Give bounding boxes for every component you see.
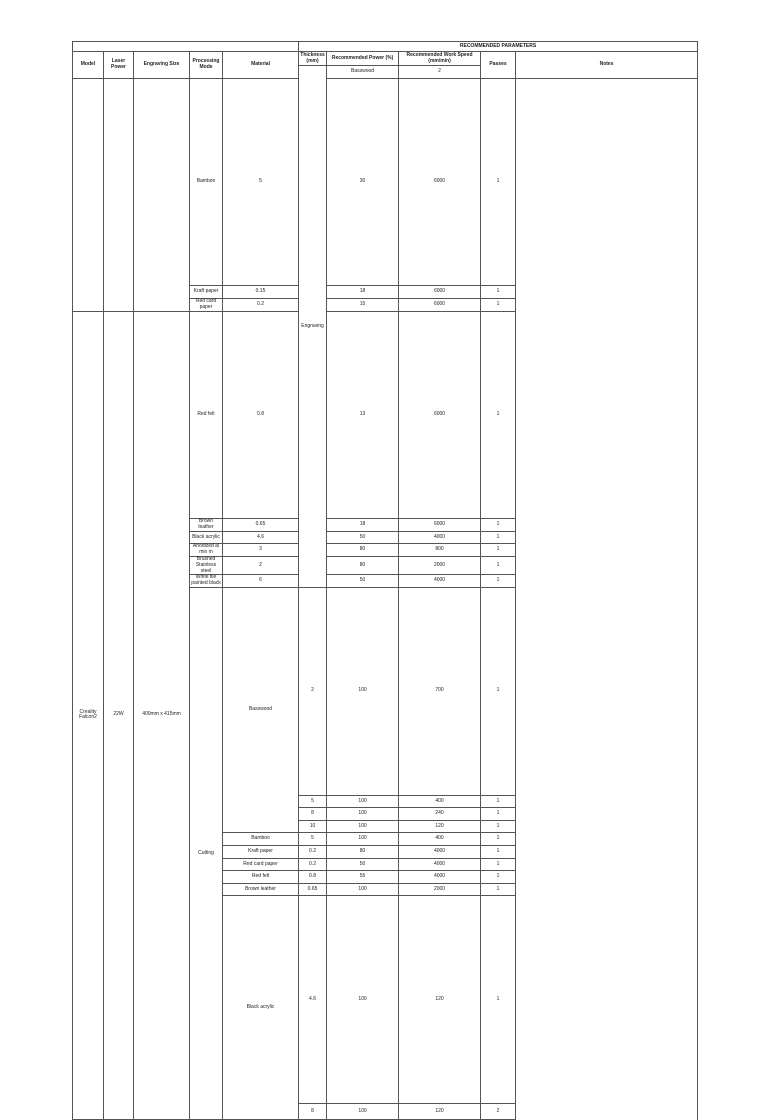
material-cell: Brushed Stainless steel [190,557,223,575]
material-cell: Anodized al min m [190,544,223,557]
blank-power-area [104,78,134,311]
mode-engraving-cell: Engraving [299,66,327,588]
thickness-cell: 5 [223,78,299,286]
thickness-cell: 0.2 [299,845,327,858]
thickness-cell: 0.15 [223,286,299,299]
power-cell: 100 [327,820,399,833]
thickness-cell: 3 [223,544,299,557]
blank-size-area [134,78,190,311]
header-thickness: Thickness (mm) [300,51,325,64]
laser-power-cell: 22W [104,311,134,1120]
header-row [73,52,698,66]
material-cell: Black acrylic [190,531,223,544]
material-cell: Red felt [223,871,299,884]
table-row [73,78,698,286]
power-cell: 80 [327,845,399,858]
power-cell: 80 [327,544,399,557]
thickness-cell: 0.2 [223,298,299,311]
material-cell: Bamboo [223,833,299,846]
header-model: Model [73,52,104,79]
speed-cell: 6000 [399,78,481,286]
speed-cell: 120 [399,1104,481,1120]
power-cell: 100 [327,833,399,846]
power-cell: 55 [327,871,399,884]
power-cell: 100 [327,1104,399,1120]
power-cell: 15 [327,298,399,311]
passes-cell: 1 [481,845,516,858]
speed-cell: 2000 [399,883,481,896]
table-body [73,42,698,1120]
material-cell: Kraft paper [223,845,299,858]
passes-cell: 1 [481,531,516,544]
blank-model-area [73,78,104,311]
material-cell: Black acrylic [223,896,299,1120]
thickness-cell: 5 [299,833,327,846]
material-cell: Basswood [327,66,399,79]
speed-cell: 6000 [399,286,481,299]
speed-cell: 4000 [399,845,481,858]
header-passes: Passes [481,52,516,79]
table-title: RECOMMENDED PARAMETERS [299,42,698,52]
model-cell: Creality Falcon2 [73,311,104,1120]
material-cell: Brown leather [190,519,223,532]
recommended-parameters-table [72,41,698,1120]
speed-cell: 240 [399,808,481,821]
thickness-cell: 0.8 [223,311,299,519]
header-speed: Recommended Work Speed (mm/min) [399,52,481,66]
power-cell: 100 [327,896,399,1104]
speed-cell: 4000 [399,858,481,871]
header-power: Recommended Power (%) [327,52,399,66]
header-laser-power: Laser Power [104,52,134,79]
material-cell: Brown leather [223,883,299,896]
power-cell: 100 [327,587,399,795]
header-engraving-size: Engraving Size [134,52,190,79]
material-cell: Red card paper [223,858,299,871]
material-cell: White tile painted black [191,574,221,587]
speed-cell: 6000 [399,519,481,532]
thickness-cell: 0.65 [223,519,299,532]
thickness-cell: 8 [299,808,327,821]
power-cell: 50 [327,858,399,871]
thickness-cell: 0.2 [299,858,327,871]
passes-cell: 1 [481,883,516,896]
thickness-cell: 0.8 [299,871,327,884]
header-processing-mode: Processing Mode [190,52,223,79]
power-cell: 100 [327,795,399,808]
passes-cell: 1 [481,311,516,519]
passes-cell: 1 [481,575,516,588]
speed-cell: 400 [399,795,481,808]
thickness-cell: 4.6 [299,896,327,1104]
passes-cell: 1 [481,557,516,575]
passes-cell: 1 [481,896,516,1104]
speed-cell: 4000 [399,531,481,544]
thickness-cell: 2 [299,587,327,795]
engraving-size-cell: 400mm x 415mm [134,311,190,1120]
passes-cell: 1 [481,833,516,846]
passes-cell: 1 [481,298,516,311]
speed-cell: 2000 [399,557,481,575]
thickness-cell: 2 [223,557,299,575]
speed-cell: 700 [399,587,481,795]
passes-cell: 1 [481,544,516,557]
power-cell: 30 [327,78,399,286]
power-cell: 18 [327,286,399,299]
header-material: Material [223,52,299,79]
thickness-cell: 8 [299,1104,327,1120]
power-cell: 50 [327,575,399,588]
material-cell: Kraft paper [190,286,223,299]
header-notes: Notes [516,52,698,79]
speed-cell: 400 [399,833,481,846]
material-cell: Bamboo [190,78,223,286]
power-cell: 13 [327,311,399,519]
passes-cell: 1 [481,78,516,286]
power-cell: 80 [327,557,399,575]
power-cell: 50 [327,531,399,544]
power-cell: 100 [327,808,399,821]
passes-cell: 1 [481,795,516,808]
passes-cell: 1 [481,871,516,884]
speed-cell: 4000 [399,575,481,588]
table-row [73,311,698,519]
thickness-cell: 4.6 [223,531,299,544]
passes-cell: 2 [481,1104,516,1120]
thickness-cell: 6 [223,575,299,588]
passes-cell: 1 [481,820,516,833]
speed-cell: 120 [399,896,481,1104]
power-cell: 18 [327,519,399,532]
mode-cutting-cell: Cutting [190,587,223,1119]
speed-cell: 4000 [399,871,481,884]
title-row [73,42,698,52]
material-cell: Red card paper [190,298,223,311]
speed-cell: 120 [399,820,481,833]
passes-cell: 1 [481,587,516,795]
title-spacer [73,42,299,52]
thickness-cell: 0.65 [299,883,327,896]
passes-cell: 1 [481,519,516,532]
speed-cell: 6000 [399,311,481,519]
speed-cell: 800 [399,544,481,557]
passes-cell: 1 [481,808,516,821]
material-cell: Basswood [223,587,299,833]
passes-cell: 1 [481,858,516,871]
thickness-cell: 2 [399,66,481,79]
thickness-cell: 10 [299,820,327,833]
passes-cell: 1 [481,286,516,299]
power-cell: 100 [327,883,399,896]
material-cell: Red felt [190,311,223,519]
speed-cell: 6000 [399,298,481,311]
thickness-cell: 5 [299,795,327,808]
